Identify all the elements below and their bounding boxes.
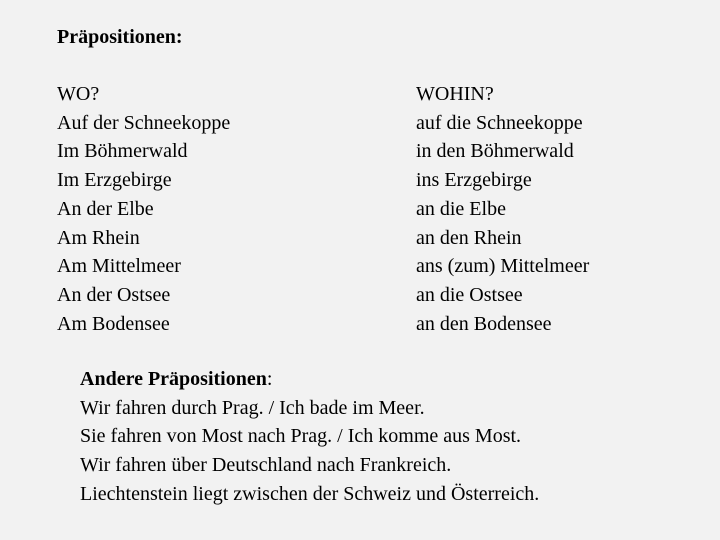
- wo-item: Am Mittelmeer: [57, 255, 181, 278]
- wo-item: Auf der Schneekoppe: [57, 111, 231, 134]
- wo-item: Im Böhmerwald: [57, 140, 188, 163]
- wo-item: Im Erzgebirge: [57, 169, 172, 192]
- wo-column: [57, 80, 230, 338]
- wohin-header: WOHIN?: [416, 83, 494, 105]
- wo-item: An der Elbe: [57, 197, 154, 220]
- example-sentence: Wir fahren über Deutschland nach Frankreich.: [80, 454, 452, 477]
- other-prepositions-heading: [80, 365, 539, 394]
- wo-header: WO?: [57, 83, 100, 105]
- other-prepositions-section: [80, 365, 539, 509]
- page-title: Präpositionen:: [57, 26, 183, 48]
- wohin-item: ins Erzgebirge: [416, 169, 532, 192]
- wohin-item: ans (zum) Mittelmeer: [416, 255, 590, 278]
- wohin-item: an den Bodensee: [416, 312, 552, 335]
- wohin-item: an den Rhein: [416, 226, 522, 249]
- wohin-item: an die Ostsee: [416, 283, 523, 306]
- other-prepositions-heading-text: Andere Präpositionen: [80, 368, 267, 390]
- wo-item: An der Ostsee: [57, 283, 171, 306]
- wo-item: Am Rhein: [57, 226, 140, 249]
- example-sentence: Liechtenstein liegt zwischen der Schweiz und Österreich.: [80, 482, 540, 505]
- wohin-item: an die Elbe: [416, 197, 506, 220]
- heading-colon: :: [266, 368, 273, 390]
- example-sentence: Wir fahren durch Prag. / Ich bade im Meer.: [80, 396, 425, 419]
- wohin-item: in den Böhmerwald: [416, 140, 574, 163]
- wohin-item: auf die Schneekoppe: [416, 111, 583, 134]
- example-sentence: Sie fahren von Most nach Prag. / Ich komme aus Most.: [80, 425, 522, 448]
- wo-item: Am Bodensee: [57, 312, 170, 335]
- wohin-column: [416, 80, 589, 338]
